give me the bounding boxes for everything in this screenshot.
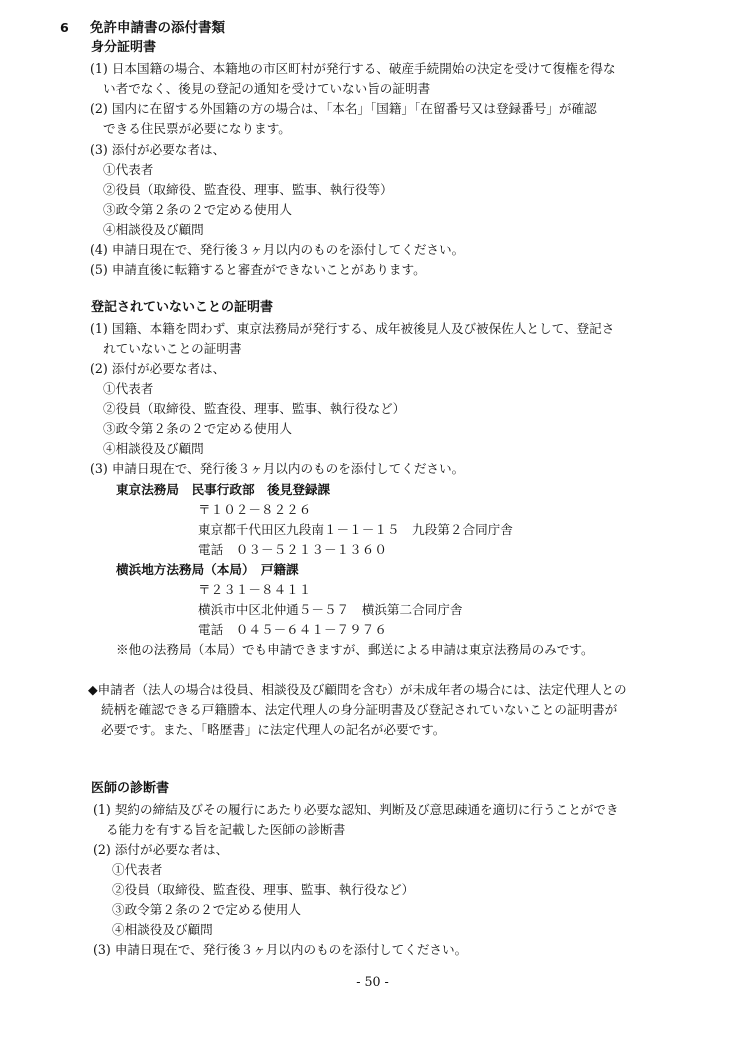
non-registration-item-2: (2) 添付が必要な者は、 bbox=[90, 361, 226, 376]
medical-item-1-line-2: る能力を有する旨を記載した医師の診断書 bbox=[106, 822, 346, 837]
non-registration-sub-1: ①代表者 bbox=[103, 381, 154, 396]
non-registration-item-1-line-1: (1) 国籍、本籍を問わず、東京法務局が発行する、成年被後見人及び被保佐人として、登記さ bbox=[90, 321, 615, 336]
medical-item-3: (3) 申請日現在で、発行後３ヶ月以内のものを添付してください。 bbox=[93, 942, 468, 957]
non-registration-sub-4: ④相談役及び顧問 bbox=[103, 441, 204, 456]
medical-sub-4: ④相談役及び顧問 bbox=[112, 922, 213, 937]
medical-sub-1: ①代表者 bbox=[112, 862, 163, 877]
other-offices-note: ※他の法務局（本局）でも申請できますが、郵送による申請は東京法務局のみです。 bbox=[116, 642, 594, 657]
minor-note-line-1: ◆申請者（法人の場合は役員、相談役及び顧問を含む）が未成年者の場合には、法定代理人との bbox=[88, 682, 627, 697]
non-registration-sub-3: ③政令第２条の２で定める使用人 bbox=[103, 421, 292, 436]
identity-item-2-line-2: できる住民票が必要になります。 bbox=[103, 121, 291, 136]
non-registration-item-3: (3) 申請日現在で、発行後３ヶ月以内のものを添付してください。 bbox=[90, 461, 465, 476]
identity-item-1-line-2: い者でなく、後見の登記の通知を受けていない旨の証明書 bbox=[103, 81, 431, 96]
identity-sub-2: ②役員（取締役、監査役、理事、監事、執行役等） bbox=[103, 182, 393, 197]
non-registration-item-1-line-2: れていないことの証明書 bbox=[103, 341, 242, 356]
identity-item-5: (5) 申請直後に転籍すると審査ができないことがあります。 bbox=[90, 262, 426, 277]
tokyo-office-postal: 〒１０２－８２２６ bbox=[198, 502, 312, 517]
page-number: - 50 - bbox=[356, 974, 389, 989]
identity-sub-1: ①代表者 bbox=[103, 162, 154, 177]
non-registration-heading: 登記されていないことの証明書 bbox=[91, 300, 274, 315]
medical-sub-3: ③政令第２条の２で定める使用人 bbox=[112, 902, 301, 917]
medical-item-1-line-1: (1) 契約の締結及びその履行にあたり必要な認知、判断及び意思疎通を適切に行うことができ bbox=[93, 802, 619, 817]
yokohama-office-postal: 〒２３１－８４１１ bbox=[198, 582, 312, 597]
identity-sub-4: ④相談役及び顧問 bbox=[103, 222, 204, 237]
minor-note-line-2: 続柄を確認できる戸籍謄本、法定代理人の身分証明書及び登記されていないことの証明書が bbox=[101, 702, 618, 717]
section-number: 6 bbox=[60, 20, 69, 35]
tokyo-office-phone: 電話 ０３－５２１３－１３６０ bbox=[198, 542, 387, 557]
yokohama-office-name: 横浜地方法務局（本局） 戸籍課 bbox=[116, 562, 299, 577]
medical-item-2: (2) 添付が必要な者は、 bbox=[93, 842, 229, 857]
identity-item-4: (4) 申請日現在で、発行後３ヶ月以内のものを添付してください。 bbox=[90, 242, 465, 257]
identity-item-3: (3) 添付が必要な者は、 bbox=[90, 142, 226, 157]
section-title: 免許申請書の添付書類 bbox=[90, 20, 225, 36]
identity-sub-3: ③政令第２条の２で定める使用人 bbox=[103, 202, 292, 217]
yokohama-office-address: 横浜市中区北仲通５－５７ 横浜第二合同庁舎 bbox=[198, 602, 463, 617]
minor-note-line-3: 必要です。また、「略歴書」に法定代理人の記名が必要です。 bbox=[101, 722, 446, 737]
medical-certificate-heading: 医師の診断書 bbox=[91, 781, 170, 796]
identity-item-2-line-1: (2) 国内に在留する外国籍の方の場合は、「本名」「国籍」「在留番号又は登録番号」が確認 bbox=[90, 101, 597, 116]
identity-item-1-line-1: (1) 日本国籍の場合、本籍地の市区町村が発行する、破産手続開始の決定を受けて復権を得な bbox=[90, 61, 616, 76]
medical-sub-2: ②役員（取締役、監査役、理事、監事、執行役など） bbox=[112, 882, 415, 897]
yokohama-office-phone: 電話 ０４５－６４１－７９７６ bbox=[198, 622, 387, 637]
identity-certificate-heading: 身分証明書 bbox=[91, 40, 157, 55]
non-registration-sub-2: ②役員（取締役、監査役、理事、監事、執行役など） bbox=[103, 401, 406, 416]
tokyo-office-name: 東京法務局 民事行政部 後見登録課 bbox=[116, 482, 331, 497]
tokyo-office-address: 東京都千代田区九段南１－１－１５ 九段第２合同庁舎 bbox=[198, 522, 513, 537]
